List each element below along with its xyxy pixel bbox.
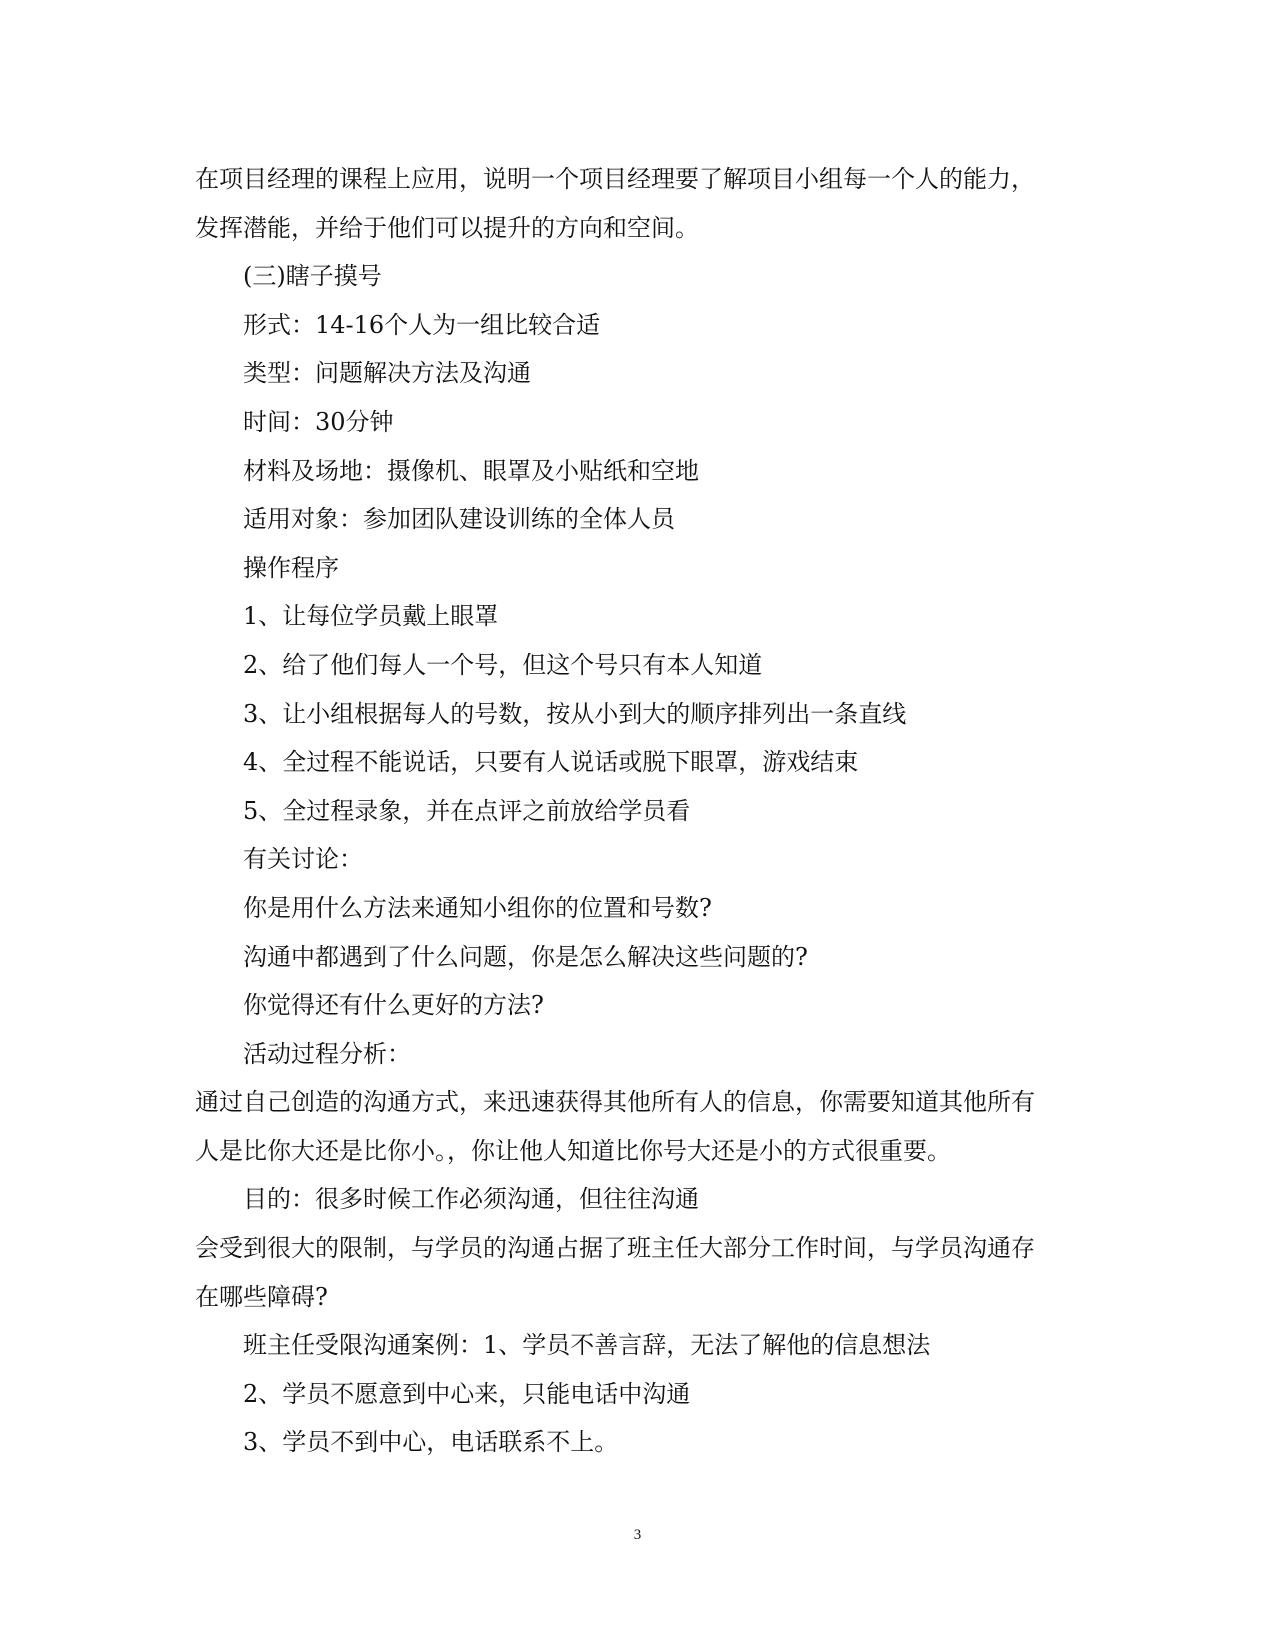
list-item: 5、全过程录象，并在点评之前放给学员看: [243, 796, 691, 825]
page-number: 3: [633, 1527, 642, 1543]
list-item: 3、让小组根据每人的号数，按从小到大的顺序排列出一条直线: [243, 699, 907, 728]
paragraph-line: 你是用什么方法来通知小组你的位置和号数?: [243, 893, 712, 922]
paragraph-line: 会受到很大的限制，与学员的沟通占据了班主任大部分工作时间，与学员沟通存: [195, 1234, 1035, 1263]
paragraph-line: 操作程序: [243, 553, 339, 582]
list-item: 2、给了他们每人一个号，但这个号只有本人知道: [243, 650, 763, 679]
body-text: [195, 155, 1095, 1467]
list-item: 4、全过程不能说话，只要有人说话或脱下眼罩，游戏结束: [243, 748, 859, 777]
paragraph-line: 适用对象：参加团队建设训练的全体人员: [243, 505, 675, 534]
paragraph-line: 发挥潜能，并给于他们可以提升的方向和空间。: [195, 213, 699, 242]
paragraph-line: 你觉得还有什么更好的方法?: [243, 991, 544, 1020]
paragraph-line: 有关讨论：: [243, 845, 363, 874]
paragraph-line: 形式：14-16个人为一组比较合适: [243, 310, 601, 339]
paragraph-line: 目的：很多时候工作必须沟通，但往往沟通: [243, 1185, 699, 1214]
paragraph-line: 班主任受限沟通案例：1、学员不善言辞，无法了解他的信息想法: [243, 1331, 931, 1360]
paragraph-line: 活动过程分析：: [243, 1039, 411, 1068]
paragraph-line: 通过自己创造的沟通方式，来迅速获得其他所有人的信息，你需要知道其他所有: [195, 1088, 1035, 1117]
paragraph-line: 在哪些障碍?: [195, 1282, 328, 1311]
paragraph-line: 在项目经理的课程上应用，说明一个项目经理要了解项目小组每一个人的能力，: [195, 165, 1035, 193]
paragraph-line: 类型：问题解决方法及沟通: [243, 359, 531, 388]
paragraph-line: 沟通中都遇到了什么问题，你是怎么解决这些问题的?: [243, 942, 808, 971]
list-item: 1、让每位学员戴上眼罩: [243, 602, 499, 631]
section-heading: (三)瞎子摸号: [243, 262, 382, 291]
list-item: 3、学员不到中心，电话联系不上。: [243, 1428, 619, 1457]
paragraph-line: 人是比你大还是比你小。，你让他人知道比你号大还是小的方式很重要。: [195, 1136, 951, 1165]
list-item: 2、学员不愿意到中心来，只能电话中沟通: [243, 1379, 691, 1408]
paragraph-line: 时间：30分钟: [243, 407, 394, 436]
paragraph-line: 材料及场地：摄像机、眼罩及小贴纸和空地: [243, 456, 699, 485]
